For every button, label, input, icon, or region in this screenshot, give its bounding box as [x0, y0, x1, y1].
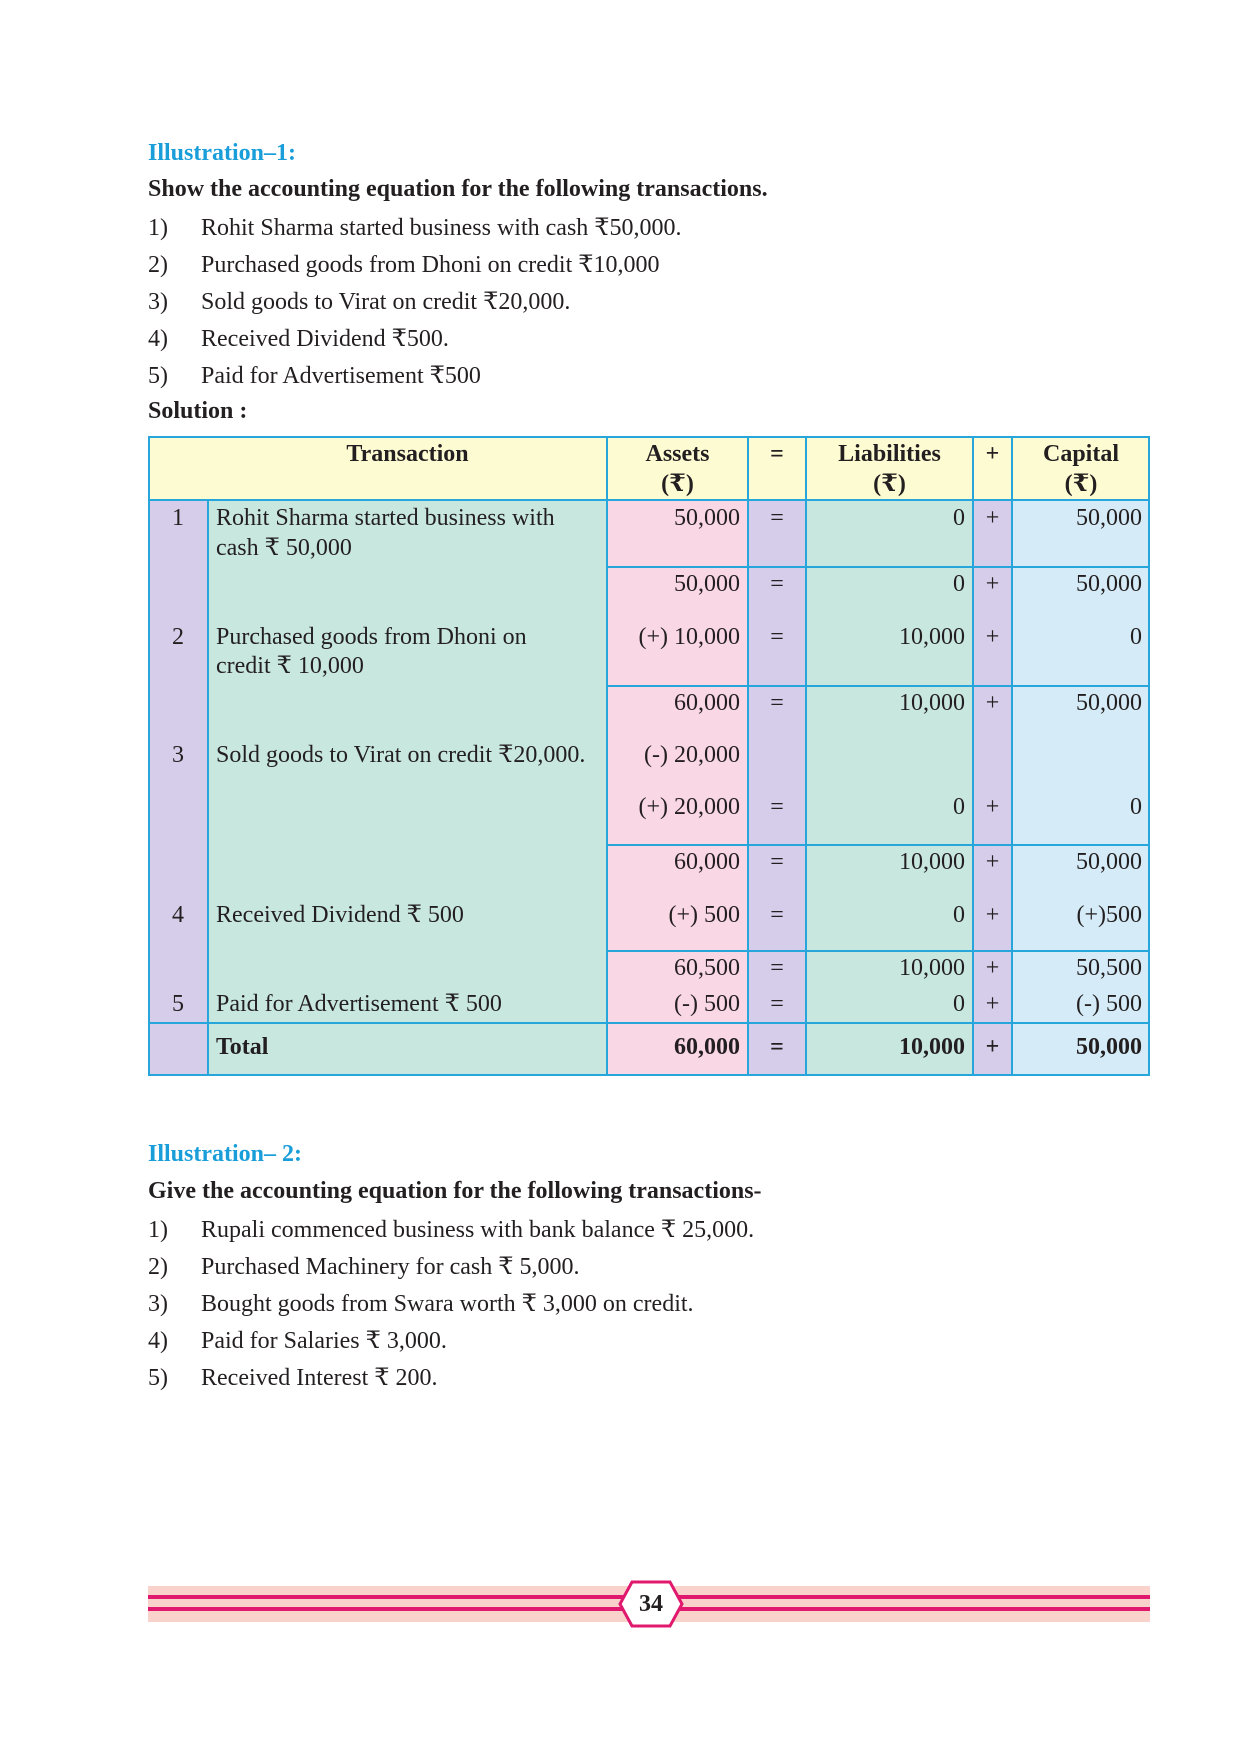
assets-value: 60,000: [674, 849, 740, 875]
plus-sign: +: [985, 1034, 1000, 1060]
header-transaction: Transaction: [346, 441, 469, 467]
row-number: 2: [172, 624, 184, 650]
item-number: 3): [148, 289, 168, 315]
header-capital-unit: (₹): [1064, 471, 1098, 497]
plus-sign: +: [985, 624, 1000, 650]
total-label: Total: [216, 1034, 269, 1060]
item-number: 1): [148, 1217, 168, 1243]
liabilities-value: 0: [953, 571, 965, 597]
total-capital: 50,000: [1076, 1034, 1142, 1060]
list-item: [148, 1289, 694, 1318]
header-assets-unit: (₹): [661, 471, 694, 497]
plus-sign: +: [985, 991, 1000, 1017]
capital-value: 50,000: [1076, 505, 1142, 531]
table-border: [607, 685, 1150, 687]
illustration-2-heading: Illustration– 2:: [148, 1141, 303, 1167]
liabilities-value: 0: [953, 991, 965, 1017]
liabilities-value: 0: [953, 505, 965, 531]
item-number: 4): [148, 326, 168, 352]
capital-value: 50,000: [1076, 690, 1142, 716]
item-text: Received Interest ₹ 200.: [201, 1365, 438, 1391]
equals-sign: =: [770, 624, 784, 650]
table-border: [148, 436, 1150, 438]
item-text: Received Dividend ₹500.: [201, 326, 449, 352]
header-liabilities-unit: (₹): [873, 471, 906, 497]
capital-value: 50,000: [1076, 849, 1142, 875]
liabilities-value: 0: [953, 794, 965, 820]
assets-value: 50,000: [674, 571, 740, 597]
row-description: Paid for Advertisement ₹ 500: [216, 991, 502, 1017]
list-item: [148, 1363, 438, 1392]
header-capital: Capital: [1042, 441, 1119, 467]
plus-sign: +: [985, 505, 1000, 531]
row-description: Sold goods to Virat on credit ₹20,000.: [216, 742, 586, 768]
table-border: [1148, 436, 1150, 1076]
row-description: Rohit Sharma started business with: [216, 505, 555, 531]
illustration-1-heading: Illustration–1:: [148, 140, 297, 166]
header-liabilities: Liabilities: [838, 441, 941, 467]
page-number: 34: [639, 1591, 663, 1617]
equals-sign: =: [770, 955, 784, 981]
row-description: Received Dividend ₹ 500: [216, 902, 464, 928]
list-item: [148, 1215, 754, 1244]
equals-sign: =: [770, 690, 784, 716]
item-number: 1): [148, 215, 168, 241]
item-number: 4): [148, 1328, 168, 1354]
row-number: 3: [172, 742, 184, 768]
capital-value: 50,500: [1076, 955, 1142, 981]
item-number: 2): [148, 1254, 168, 1280]
list-item: [148, 250, 660, 279]
liabilities-value: 0: [953, 902, 965, 928]
plus-sign: +: [985, 902, 1000, 928]
equals-sign: =: [770, 902, 784, 928]
capital-value: 50,000: [1076, 571, 1142, 597]
liabilities-value: 10,000: [899, 690, 965, 716]
equals-sign: =: [770, 571, 784, 597]
item-text: Purchased goods from Dhoni on credit ₹10,000: [201, 252, 660, 278]
illustration-2-instruction: Give the accounting equation for the following transactions-: [148, 1178, 762, 1204]
plus-sign: +: [985, 794, 1000, 820]
item-number: 5): [148, 363, 168, 389]
row-description: cash ₹ 50,000: [216, 535, 352, 561]
item-text: Rupali commenced business with bank balance ₹ 25,000.: [201, 1217, 755, 1243]
item-text: Purchased Machinery for cash ₹ 5,000.: [201, 1254, 580, 1280]
plus-sign: +: [985, 690, 1000, 716]
item-text: Paid for Salaries ₹ 3,000.: [201, 1328, 447, 1354]
header-plus: +: [985, 441, 1000, 467]
item-text: Paid for Advertisement ₹500: [201, 363, 481, 389]
item-number: 3): [148, 1291, 168, 1317]
list-item: [148, 1326, 447, 1355]
page-number-badge: [618, 1580, 684, 1628]
list-item: [148, 324, 449, 353]
assets-value: (+) 500: [668, 902, 740, 928]
list-item: [148, 213, 682, 242]
row-number: 4: [172, 902, 184, 928]
list-item: [148, 1252, 580, 1281]
assets-value: (-) 500: [674, 991, 740, 1017]
row-number: 5: [172, 991, 184, 1017]
list-item: [148, 361, 481, 390]
item-text: Rohit Sharma started business with cash ₹50,000.: [201, 215, 682, 241]
equals-sign: =: [770, 794, 784, 820]
assets-value: 60,000: [674, 690, 740, 716]
list-item: [148, 287, 570, 316]
table-border: [607, 566, 1150, 568]
plus-sign: +: [985, 849, 1000, 875]
header-assets: Assets: [645, 441, 710, 467]
capital-value: 0: [1130, 794, 1142, 820]
assets-value: (+) 20,000: [638, 794, 740, 820]
total-assets: 60,000: [674, 1034, 740, 1060]
liabilities-value: 10,000: [899, 849, 965, 875]
item-number: 2): [148, 252, 168, 278]
table-border: [607, 844, 1150, 846]
equals-sign: =: [770, 1034, 784, 1060]
accounting-equation-table: [148, 436, 1150, 1076]
item-text: Bought goods from Swara worth ₹ 3,000 on credit.: [201, 1291, 694, 1317]
equals-sign: =: [770, 505, 784, 531]
equals-sign: =: [770, 849, 784, 875]
assets-value: (+) 10,000: [638, 624, 740, 650]
item-text: Sold goods to Virat on credit ₹20,000.: [201, 289, 571, 315]
assets-value: 60,500: [674, 955, 740, 981]
plus-sign: +: [985, 955, 1000, 981]
capital-value: (-) 500: [1076, 991, 1142, 1017]
table-border: [148, 1074, 1150, 1076]
row-description: credit ₹ 10,000: [216, 653, 364, 679]
equals-sign: =: [770, 991, 784, 1017]
assets-value: 50,000: [674, 505, 740, 531]
row-number: 1: [172, 505, 184, 531]
total-liabilities: 10,000: [899, 1034, 965, 1060]
illustration-1-instruction: Show the accounting equation for the following transactions.: [148, 176, 768, 202]
plus-sign: +: [985, 571, 1000, 597]
capital-value: 0: [1130, 624, 1142, 650]
assets-value: (-) 20,000: [644, 742, 740, 768]
solution-label: Solution :: [148, 398, 248, 424]
table-border: [148, 1022, 1150, 1024]
item-number: 5): [148, 1365, 168, 1391]
table-border: [148, 499, 1150, 501]
table-border: [607, 950, 1150, 952]
row-description: Purchased goods from Dhoni on: [216, 624, 527, 650]
capital-value: (+)500: [1076, 902, 1142, 928]
header-equals: =: [770, 441, 784, 467]
liabilities-value: 10,000: [899, 955, 965, 981]
liabilities-value: 10,000: [899, 624, 965, 650]
